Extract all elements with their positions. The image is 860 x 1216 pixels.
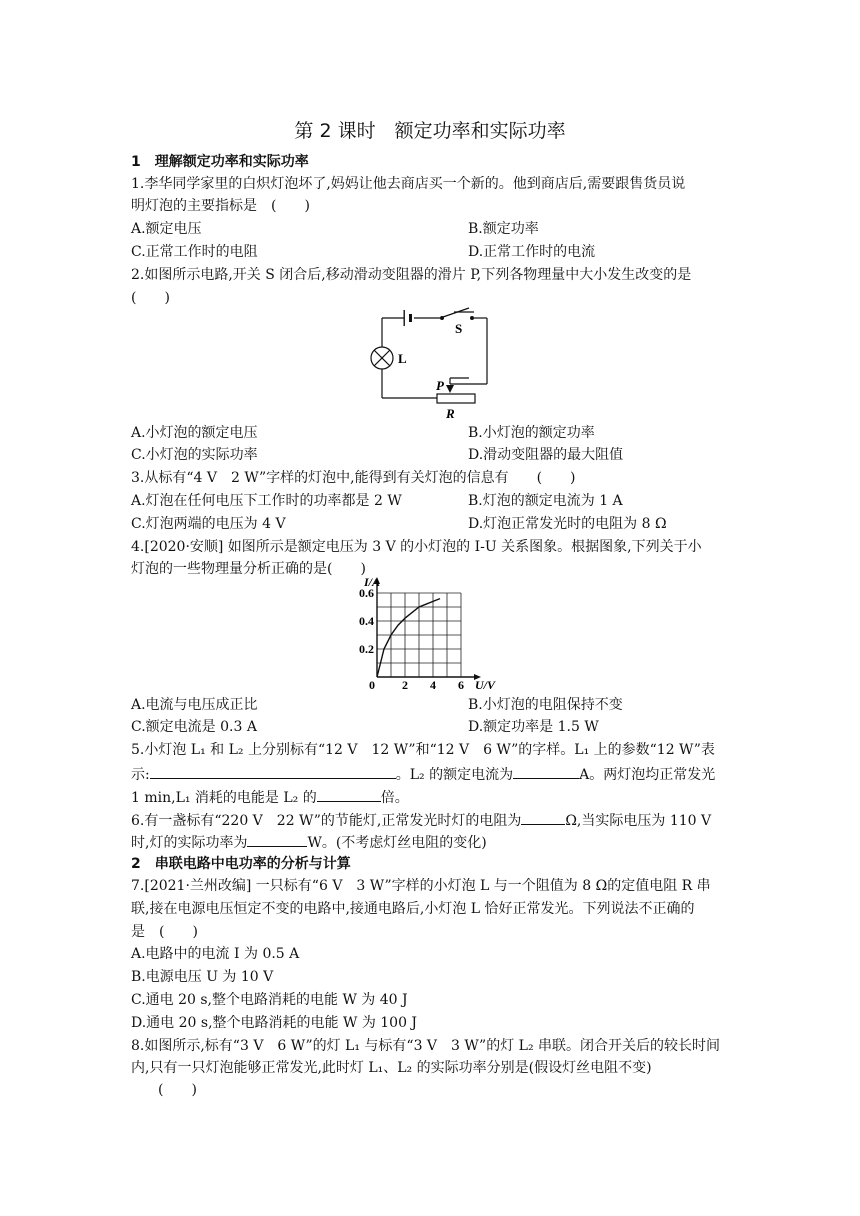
question-3-option-b: B.灯泡的额定电流为 1 A (468, 493, 623, 509)
question-4-option-d: D.额定功率是 1.5 W (468, 719, 599, 735)
battery-long-plate (404, 310, 405, 326)
question-5-text-a: 示: (131, 767, 150, 783)
slider-label: P (436, 378, 444, 393)
answer-blank-6-2[interactable] (247, 832, 307, 847)
question-6-line-1 (131, 810, 711, 830)
question-1-option-a: A.额定电压 (131, 221, 202, 237)
question-2-stem: 2.如图所示电路,开关 S 闭合后,移动滑动变阻器的滑片 P,下列各物理量中大小发生改变的是 (131, 267, 692, 283)
answer-blank-6-1[interactable] (521, 810, 565, 825)
question-1-option-b: B.额定功率 (468, 221, 539, 237)
question-7-option-a: A.电路中的电流 I 为 0.5 A (131, 946, 300, 962)
question-5-line-1: 5.小灯泡 L₁ 和 L₂ 上分别标有“12 V 12 W”和“12 V 6 W”的字样。L₁ 上的参数“12 W”表 (131, 742, 715, 758)
question-7-option-c: C.通电 20 s,整个电路消耗的电能 W 为 40 J (131, 992, 408, 1008)
switch-label: S (455, 321, 463, 336)
question-2-option-d: D.滑动变阻器的最大阻值 (468, 447, 624, 463)
question-5-text-b: 。L₂ 的额定电流为 (395, 767, 514, 783)
section-heading-2: 2 串联电路中电功率的分析与计算 (131, 856, 351, 872)
answer-blank-5-1[interactable] (150, 764, 396, 779)
question-1-option-c: C.正常工作时的电阻 (131, 244, 258, 260)
question-2-option-b: B.小灯泡的额定功率 (468, 425, 595, 441)
question-5-line-2 (131, 764, 715, 784)
question-2-option-a: A.小灯泡的额定电压 (131, 425, 258, 441)
chart-y-tick-label: 0.4 (359, 614, 374, 628)
resistor-label: R (446, 406, 455, 421)
question-8-stem-cont: 内,只有一只灯泡能够正常发光,此时灯 L₁、L₂ 的实际功率分别是(假设灯丝电阻不变) (131, 1060, 652, 1076)
slider-arrow (446, 385, 454, 393)
chart-y-tick-label: 0.6 (359, 586, 374, 600)
chart-x-tick-label: 0 (369, 678, 375, 692)
battery-short-plate (409, 314, 412, 322)
question-5-text-e: 倍。 (380, 790, 409, 806)
chart-x-tick-label: 2 (402, 678, 408, 692)
chart-x-tick-label: 6 (458, 678, 464, 692)
question-7-stem-cont-2: 是 ( ) (131, 924, 198, 940)
question-6-text-d: W。(不考虑灯丝电阻的变化) (307, 835, 487, 851)
lamp-label: L (398, 351, 407, 366)
question-1-stem-cont: 明灯泡的主要指标是 ( ) (131, 198, 310, 214)
question-2-option-c: C.小灯泡的实际功率 (131, 447, 258, 463)
question-6-text-b: Ω,当实际电压为 110 V (565, 813, 712, 829)
question-4-stem: 4.[2020·安顺] 如图所示是额定电压为 3 V 的小灯泡的 I-U 关系图象。根据图象,下列关于小 (131, 539, 702, 555)
circuit-diagram-q2 (370, 306, 495, 421)
question-6-text-c: 时,灯的实际功率为 (131, 835, 248, 851)
question-2-stem-cont: ( ) (131, 290, 170, 306)
page-title: 第 2 课时 额定功率和实际功率 (294, 120, 566, 142)
question-8-stem: 8.如图所示,标有“3 V 6 W”的灯 L₁ 与标有“3 V 3 W”的灯 L₂ 串联。闭合开关后的较长时间 (131, 1038, 721, 1054)
question-7-option-b: B.电源电压 U 为 10 V (131, 969, 274, 985)
answer-blank-5-3[interactable] (317, 787, 381, 802)
section-heading-1: 1 理解额定功率和实际功率 (131, 154, 309, 170)
question-1-stem: 1.李华同学家里的白炽灯泡坏了,妈妈让他去商店买一个新的。他到商店后,需要跟售货员说 (131, 176, 686, 192)
chart-y-label: I/A (364, 575, 381, 589)
chart-x-label: U/V (475, 678, 496, 692)
chart-y-tick-label: 0.2 (359, 642, 374, 656)
chart-x-tick-label: 4 (430, 678, 436, 692)
question-4-option-b: B.小灯泡的电阻保持不变 (468, 697, 623, 713)
question-7-option-d: D.通电 20 s,整个电路消耗的电能 W 为 100 J (131, 1015, 418, 1031)
question-8-answer-paren: ( ) (158, 1082, 197, 1098)
question-5-text-d: 1 min,L₁ 消耗的电能是 L₂ 的 (131, 790, 317, 806)
question-3-option-d: D.灯泡正常发光时的电阻为 8 Ω (468, 516, 667, 532)
question-4-option-a: A.电流与电压成正比 (131, 697, 258, 713)
iu-chart (355, 573, 505, 693)
question-5-line-3 (131, 787, 409, 807)
question-3-option-a: A.灯泡在任何电压下工作时的功率都是 2 W (131, 493, 402, 509)
question-1-option-d: D.正常工作时的电流 (468, 244, 596, 260)
question-6-text-a: 6.有一盏标有“220 V 22 W”的节能灯,正常发光时灯的电阻为 (131, 813, 522, 829)
chart-series-curve (377, 599, 440, 677)
question-4-stem-cont: 灯泡的一些物理量分析正确的是( ) (131, 561, 366, 577)
question-4-option-c: C.额定电流是 0.3 A (131, 719, 257, 735)
question-3-option-c: C.灯泡两端的电压为 4 V (131, 516, 286, 532)
question-7-stem-cont-1: 联,接在电源电压恒定不变的电路中,接通电路后,小灯泡 L 恰好正常发光。下列说法不正确的 (131, 901, 695, 917)
answer-blank-5-2[interactable] (513, 764, 579, 779)
question-3-stem: 3.从标有“4 V 2 W”字样的灯泡中,能得到有关灯泡的信息有 ( ) (131, 470, 576, 486)
question-6-line-2 (131, 832, 487, 852)
question-5-text-c: A。两灯泡均正常发光 (579, 767, 716, 783)
switch-contact-right (470, 316, 474, 320)
question-7-stem: 7.[2021·兰州改编] 一只标有“6 V 3 W”字样的小灯泡 L 与一个阻值为 8 Ω的定值电阻 R 串 (131, 878, 711, 894)
